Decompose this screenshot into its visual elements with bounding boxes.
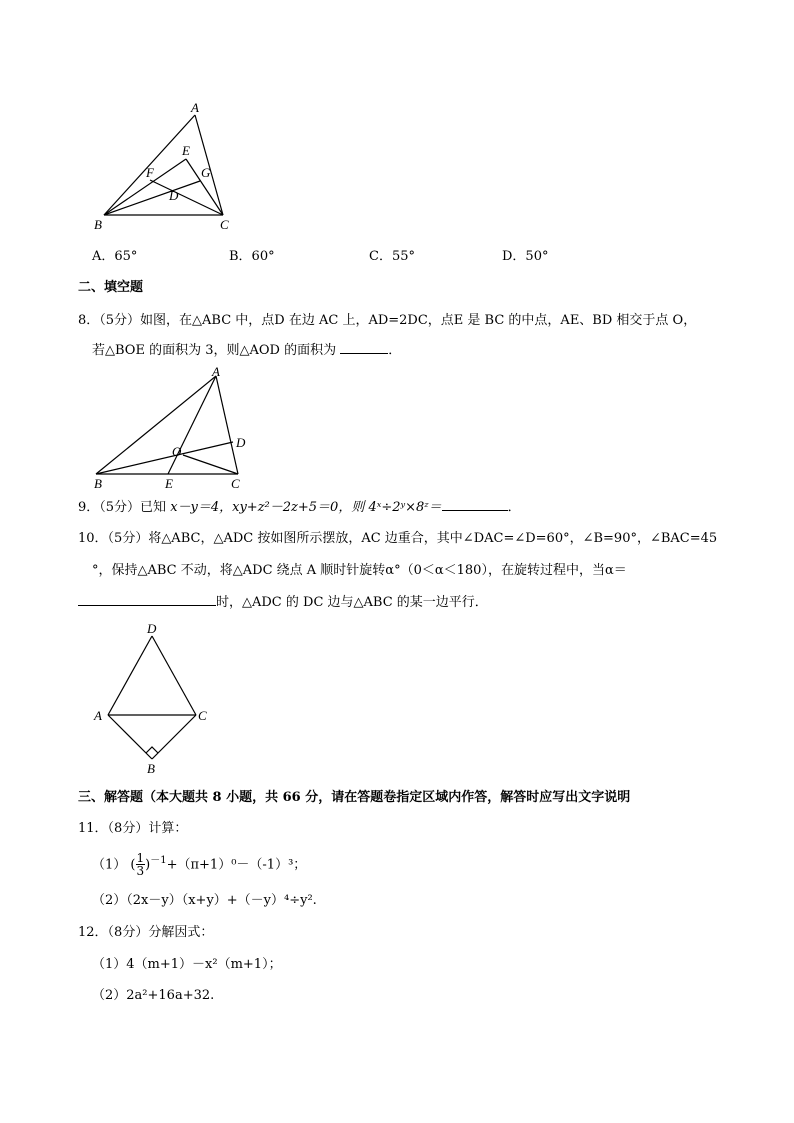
q11-fraction-numerator: 1	[136, 851, 145, 866]
q7-option-d: D．50°	[502, 249, 549, 264]
fig1-label-f: F	[146, 165, 154, 180]
q8-line-2-end: ．	[388, 343, 402, 358]
q10-answer-blank[interactable]	[78, 593, 216, 606]
q8-line-2-text: 若△BOE 的面积为 3，则△AOD 的面积为	[92, 343, 337, 358]
q11-part-2: （2）（2x－y）（x+y）+（－y）⁴÷y².	[92, 893, 317, 908]
q11-part-1: （1） ( $\frac{1}{3}$ )$^{-1}$+（π+1）⁰－（-1）³；	[92, 851, 307, 879]
q11-part-1-label: （1）	[92, 857, 127, 873]
q7-option-c: C．55°	[369, 249, 415, 264]
q10-line-3-text: 时，△ADC 的 DC 边与△ABC 的某一边平行．	[216, 595, 488, 610]
q12-part-2: （2）2a²+16a+32.	[92, 988, 215, 1003]
q9-line	[78, 498, 521, 517]
fig2-label-e: E	[165, 476, 173, 490]
q12-title: 12．（8分）分解因式：	[78, 925, 214, 940]
q9-prefix: 9．（5分）已知	[78, 500, 167, 515]
q8-answer-blank[interactable]	[340, 341, 388, 354]
q10-line-1: 10．（5分）将△ABC，△ADC 按如图所示摆放，AC 边重合，其中∠DAC=∠D=60°，∠B=90°，∠BAC=45	[78, 531, 718, 546]
q8-line-2	[92, 341, 401, 360]
figure-triangle-abc-1	[90, 98, 250, 238]
fig3-label-a: A	[94, 708, 102, 723]
q9-expression: x－y＝4，xy+z²－2z+5＝0，则 4ˣ÷2ʸ×8ᶻ＝	[170, 500, 442, 515]
q11-fraction	[136, 852, 146, 877]
fig2-label-c: C	[231, 476, 240, 490]
figure-quadrilateral-abcd	[90, 620, 220, 780]
fig2-label-o: O	[172, 444, 182, 459]
fig2-label-a: A	[212, 364, 220, 379]
fig1-label-b: B	[94, 217, 102, 232]
fig3-label-c: C	[198, 708, 207, 723]
figure-triangle-abc-2	[88, 364, 258, 490]
fig1-label-g: G	[201, 165, 211, 180]
q7-option-a: A．65°	[92, 249, 138, 264]
q11-part-1-rest: （π+1）⁰－（-1）³；	[177, 857, 307, 873]
fig1-label-a: A	[191, 100, 199, 115]
fig1-label-d: D	[169, 188, 179, 203]
q11-fraction-denominator: 3	[136, 864, 145, 879]
section-2-title: 二、填空题	[78, 280, 144, 295]
q8-line-1: 8．（5分）如图，在△ABC 中，点D 在边 AC 上，AD=2DC，点E 是 BC 的中点，AE、BD 相交于点 O，	[78, 313, 697, 328]
q9-suffix: ．	[507, 500, 521, 515]
section-3-title: 三、解答题（本大题共 8 小题，共 66 分，请在答题卷指定区域内作答，解答时应写出文字说明	[78, 790, 631, 805]
q9-answer-blank[interactable]	[442, 498, 508, 511]
fig1-label-e: E	[182, 143, 190, 158]
q7-option-b: B．60°	[229, 249, 275, 264]
fig1-label-c: C	[220, 217, 229, 232]
q12-part-1: （1）4（m+1）－x²（m+1）；	[92, 957, 282, 972]
fig2-label-d: D	[236, 435, 246, 450]
q10-line-2: °，保持△ABC 不动，将△ADC 绕点 A 顺时针旋转α°（0＜α＜180），在旋转过程中，当α＝	[92, 563, 627, 578]
fig3-label-b: B	[147, 761, 155, 776]
fig3-label-d: D	[147, 621, 157, 636]
fig2-label-b: B	[94, 476, 102, 490]
q10-line-3	[78, 593, 488, 612]
q11-title: 11．（8分）计算：	[78, 821, 188, 836]
